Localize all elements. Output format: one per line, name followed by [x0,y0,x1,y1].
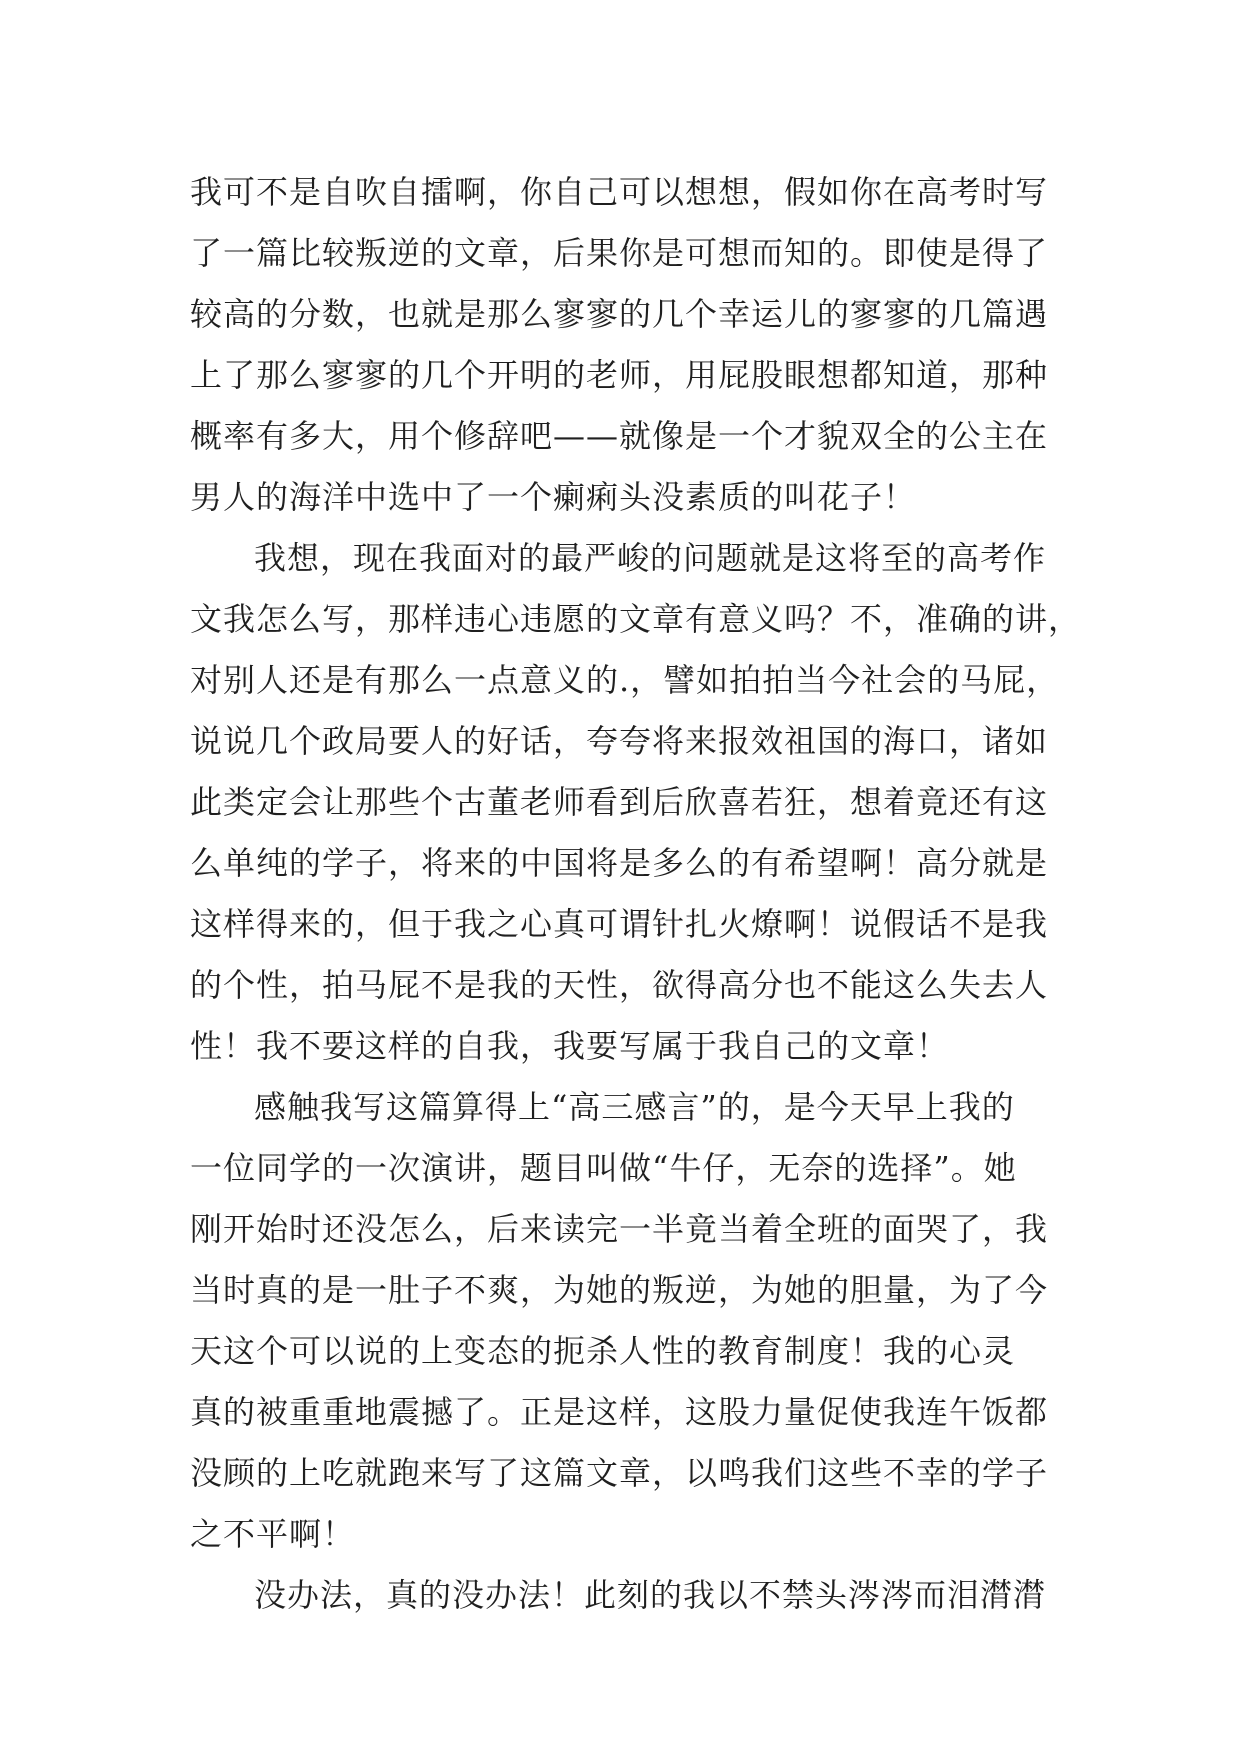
text-line: 没办法，真的没办法！此刻的我以不禁头涔涔而泪潸潸 [254,1576,1047,1614]
text-line: 真的被重重地震撼了。正是这样，这股力量促使我连午饭都 [190,1393,1049,1431]
text-line: 之不平啊！ [190,1515,356,1553]
text-line: 此类定会让那些个古董老师看到后欣喜若狂，想着竟还有这 [190,783,1049,821]
text-line: 么单纯的学子，将来的中国将是多么的有希望啊！高分就是 [190,844,1049,882]
text-line: 男人的海洋中选中了一个瘌痢头没素质的叫花子！ [190,478,917,516]
text-line: 没顾的上吃就跑来写了这篇文章，以鸣我们这些不幸的学子 [190,1454,1049,1492]
text-line: 概率有多大，用个修辞吧——就像是一个才貌双全的公主在 [190,417,1049,455]
text-line: 感触我写这篇算得上“高三感言”的，是今天早上我的 [254,1088,1015,1126]
text-line: 对别人还是有那么一点意义的.，譬如拍拍当今社会的马屁， [190,661,1060,699]
text-line: 较高的分数，也就是那么寥寥的几个幸运儿的寥寥的几篇遇 [190,295,1049,333]
text-line: 说说几个政局要人的好话，夸夸将来报效祖国的海口，诸如 [190,722,1049,760]
text-line: 的个性，拍马屁不是我的天性，欲得高分也不能这么失去人 [190,966,1049,1004]
body-text [190,162,1082,1626]
text-line: 天这个可以说的上变态的扼杀人性的教育制度！我的心灵 [190,1332,1016,1370]
text-line: 我可不是自吹自擂啊，你自己可以想想，假如你在高考时写 [190,173,1049,211]
text-line: 我想，现在我面对的最严峻的问题就是这将至的高考作 [254,539,1047,577]
text-line: 一位同学的一次演讲，题目叫做“牛仔，无奈的选择”。她 [190,1149,1017,1187]
text-line: 上了那么寥寥的几个开明的老师，用屁股眼想都知道，那种 [190,356,1049,394]
text-line: 当时真的是一肚子不爽，为她的叛逆，为她的胆量，为了今 [190,1271,1049,1309]
text-line: 这样得来的，但于我之心真可谓针扎火燎啊！说假话不是我 [190,905,1049,943]
text-line: 刚开始时还没怎么，后来读完一半竟当着全班的面哭了，我 [190,1210,1049,1248]
text-line: 了一篇比较叛逆的文章，后果你是可想而知的。即使是得了 [190,234,1049,272]
text-line: 性！我不要这样的自我，我要写属于我自己的文章！ [190,1027,950,1065]
text-line: 文我怎么写，那样违心违愿的文章有意义吗？不，准确的讲， [190,600,1082,638]
